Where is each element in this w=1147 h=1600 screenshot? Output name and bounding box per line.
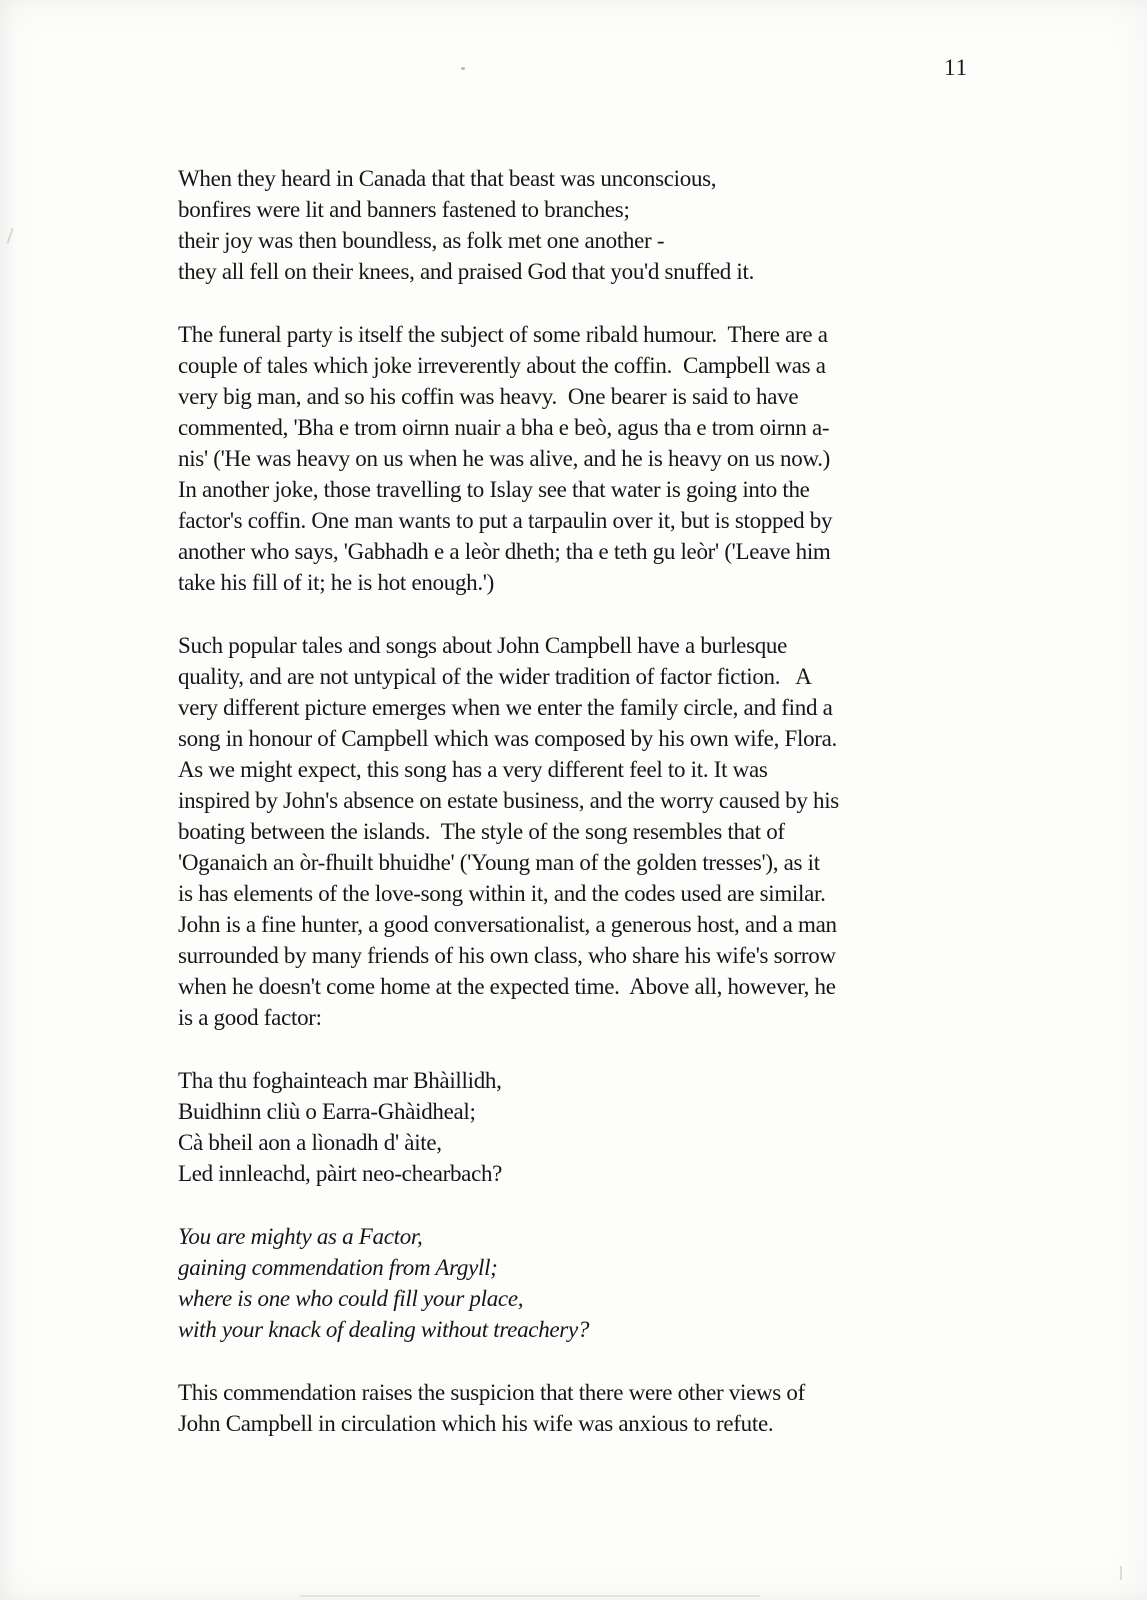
page-body [178,163,968,1471]
scan-mark [300,1595,760,1597]
text-line: surrounded by many friends of his own class, who share his wife's sorrow [178,943,836,968]
text-line: Such popular tales and songs about John Campbell have a burlesque [178,633,788,658]
text-line: very different picture emerges when we enter the family circle, and find a [178,695,833,720]
text-line: bonfires were lit and banners fastened to branches; [178,197,630,222]
text-line: This commendation raises the suspicion that there were other views of [178,1380,805,1405]
text-line: song in honour of Campbell which was composed by his own wife, Flora. [178,726,837,751]
text-line: when he doesn't come home at the expected time. Above all, however, he [178,974,836,999]
text-line: gaining commendation from Argyll; [178,1255,498,1280]
text-line: commented, 'Bha e trom oirnn nuair a bha e beò, agus tha e trom oirnn a- [178,415,830,440]
text-line: their joy was then boundless, as folk met one another - [178,228,665,253]
text-line: Cà bheil aon a lìonadh d' àite, [178,1130,442,1155]
text-line: inspired by John's absence on estate business, and the worry caused by his [178,788,839,813]
text-line: quality, and are not untypical of the wider tradition of factor fiction. A [178,664,812,689]
text-line: take his fill of it; he is hot enough.') [178,570,495,595]
text-line: John is a fine hunter, a good conversationalist, a generous host, and a man [178,912,837,937]
text-line: You are mighty as a Factor, [178,1224,423,1249]
text-line: The funeral party is itself the subject of some ribald humour. There are a [178,322,828,347]
text-line: Tha thu foghainteach mar Bhàillidh, [178,1068,502,1093]
verse-block-english-translation [178,1221,968,1345]
text-line: Led innleachd, pàirt neo-chearbach? [178,1161,503,1186]
text-line: they all fell on their knees, and praised God that you'd snuffed it. [178,259,755,284]
text-line: is a good factor: [178,1005,322,1030]
text-line: with your knack of dealing without treachery? [178,1317,590,1342]
paragraph-funeral-party [178,319,968,598]
text-line: factor's coffin. One man wants to put a tarpaulin over it, but is stopped by [178,508,833,533]
text-line: is has elements of the love-song within it, and the codes used are similar. [178,881,826,906]
text-line: In another joke, those travelling to Islay see that water is going into the [178,477,810,502]
text-line: 'Oganaich an òr-fhuilt bhuidhe' ('Young man of the golden tresses'), as it [178,850,820,875]
scan-speck [461,67,465,70]
text-line: where is one who could fill your place, [178,1286,524,1311]
text-line: Buidhinn cliù o Earra-Ghàidheal; [178,1099,476,1124]
scan-mark [7,228,14,244]
text-line: When they heard in Canada that that beast was unconscious, [178,166,717,191]
page-number: 11 [944,55,969,80]
verse-block-translation-previous-song [178,163,968,287]
text-line: As we might expect, this song has a very different feel to it. It was [178,757,768,782]
text-line: John Campbell in circulation which his wife was anxious to refute. [178,1411,774,1436]
scan-mark [1120,1566,1122,1580]
paragraph-popular-tales [178,630,968,1033]
verse-block-gaelic [178,1065,968,1189]
text-line: boating between the islands. The style of the song resembles that of [178,819,785,844]
text-line: very big man, and so his coffin was heavy. One bearer is said to have [178,384,799,409]
text-line: nis' ('He was heavy on us when he was alive, and he is heavy on us now.) [178,446,831,471]
text-line: another who says, 'Gabhadh e a leòr dheth; tha e teth gu leòr' ('Leave him [178,539,831,564]
paragraph-commendation [178,1377,968,1439]
text-line: couple of tales which joke irreverently about the coffin. Campbell was a [178,353,826,378]
